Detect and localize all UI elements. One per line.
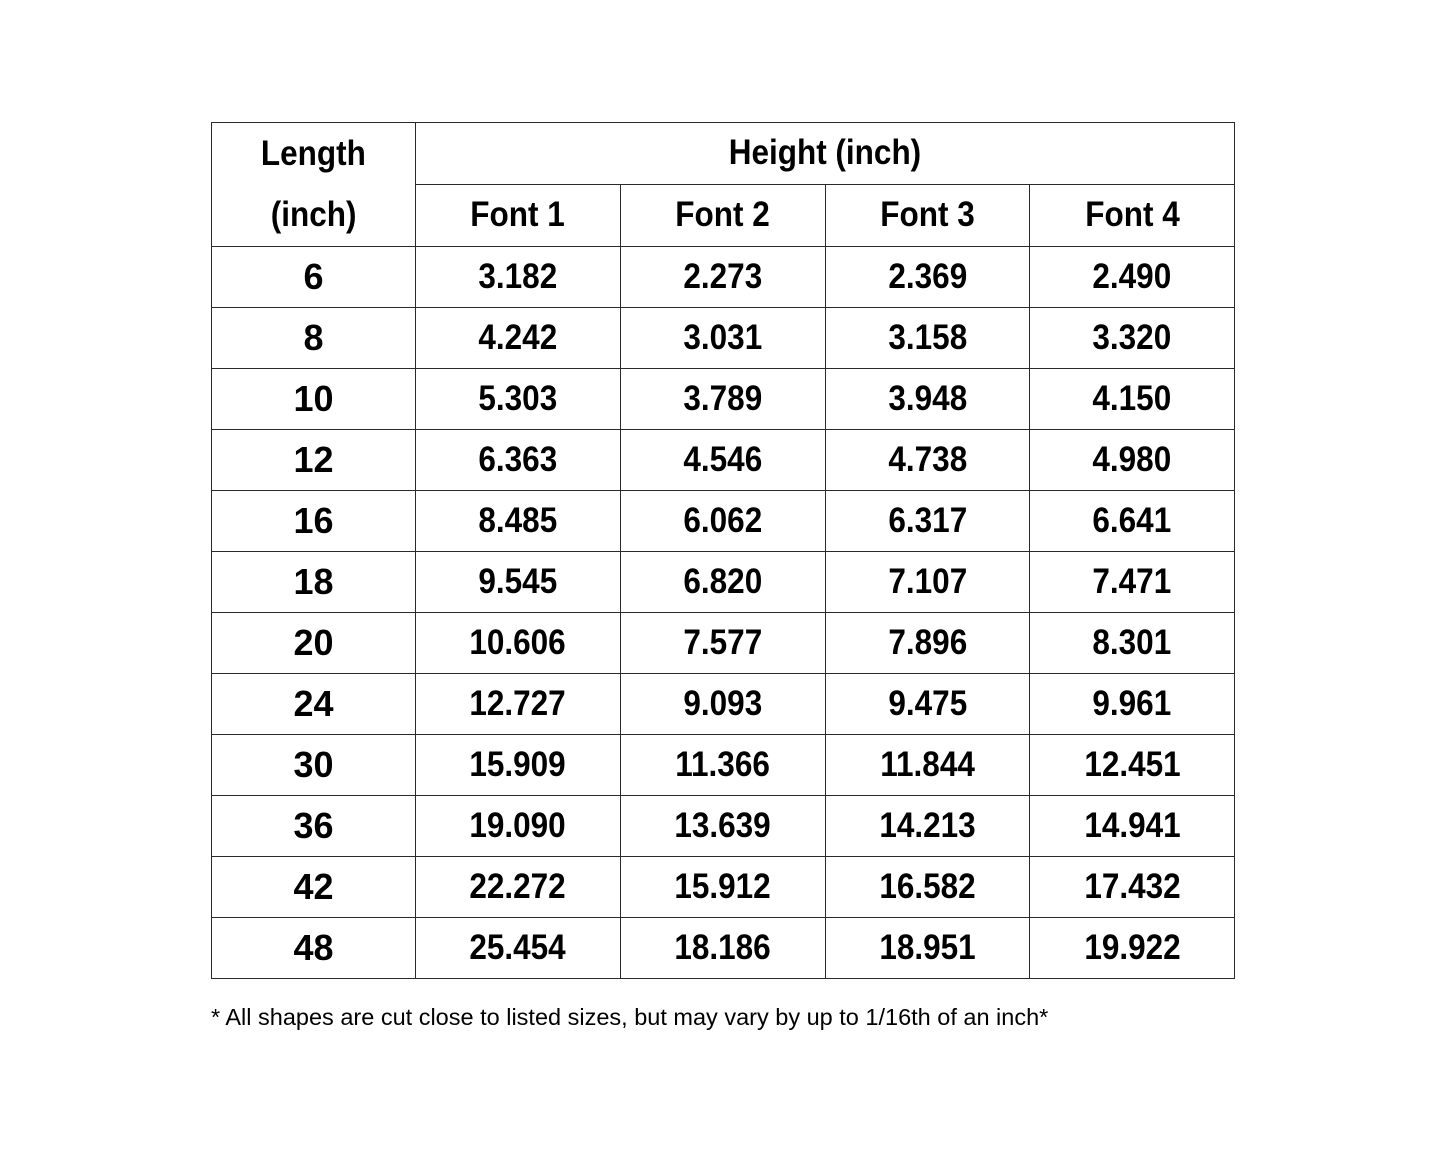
- height-cell-font-2: 6.062: [620, 490, 825, 551]
- length-cell: 10: [212, 368, 416, 429]
- height-cell-font-1: 6.363: [416, 429, 621, 490]
- height-cell-font-2: 18.186: [620, 917, 825, 978]
- table-body: [212, 246, 1235, 978]
- height-cell-font-2: 11.366: [620, 734, 825, 795]
- table-row: [212, 917, 1235, 978]
- table-row: [212, 368, 1235, 429]
- height-cell-font-4: 4.150: [1030, 368, 1235, 429]
- height-cell-font-4: 2.490: [1030, 246, 1235, 307]
- length-cell: 6: [212, 246, 416, 307]
- font-4-header: Font 4: [1030, 184, 1235, 246]
- table-row: [212, 551, 1235, 612]
- height-cell-font-1: 15.909: [416, 734, 621, 795]
- height-cell-font-1: 4.242: [416, 307, 621, 368]
- height-cell-font-2: 7.577: [620, 612, 825, 673]
- height-cell-font-4: 12.451: [1030, 734, 1235, 795]
- length-cell: 48: [212, 917, 416, 978]
- height-cell-font-1: 12.727: [416, 673, 621, 734]
- length-cell: 30: [212, 734, 416, 795]
- height-cell-font-2: 4.546: [620, 429, 825, 490]
- table-row: [212, 490, 1235, 551]
- height-cell-font-2: 3.031: [620, 307, 825, 368]
- font-3-header: Font 3: [825, 184, 1030, 246]
- height-cell-font-1: 5.303: [416, 368, 621, 429]
- height-cell-font-3: 18.951: [825, 917, 1030, 978]
- height-cell-font-3: 7.896: [825, 612, 1030, 673]
- font-2-header: Font 2: [620, 184, 825, 246]
- height-cell-font-1: 10.606: [416, 612, 621, 673]
- table-row: [212, 307, 1235, 368]
- length-cell: 24: [212, 673, 416, 734]
- height-cell-font-4: 4.980: [1030, 429, 1235, 490]
- height-cell-font-2: 9.093: [620, 673, 825, 734]
- header-row-top: [212, 123, 1235, 185]
- height-cell-font-1: 9.545: [416, 551, 621, 612]
- height-cell-font-3: 3.158: [825, 307, 1030, 368]
- length-cell: 12: [212, 429, 416, 490]
- height-cell-font-1: 3.182: [416, 246, 621, 307]
- length-cell: 20: [212, 612, 416, 673]
- height-cell-font-3: 3.948: [825, 368, 1030, 429]
- height-cell-font-2: 3.789: [620, 368, 825, 429]
- length-cell: 8: [212, 307, 416, 368]
- table-row: [212, 429, 1235, 490]
- height-cell-font-4: 9.961: [1030, 673, 1235, 734]
- footnote: * All shapes are cut close to listed sizes, but may vary by up to 1/16th of an inch*: [211, 1004, 1049, 1030]
- height-cell-font-3: 9.475: [825, 673, 1030, 734]
- length-cell: 36: [212, 795, 416, 856]
- height-cell-font-2: 6.820: [620, 551, 825, 612]
- length-column-header: [212, 123, 416, 247]
- height-cell-font-3: 14.213: [825, 795, 1030, 856]
- height-cell-font-2: 2.273: [620, 246, 825, 307]
- font-1-header: Font 1: [416, 184, 621, 246]
- height-cell-font-4: 14.941: [1030, 795, 1235, 856]
- height-cell-font-2: 15.912: [620, 856, 825, 917]
- length-header-line-1: Length: [261, 134, 366, 173]
- height-cell-font-3: 6.317: [825, 490, 1030, 551]
- height-cell-font-4: 8.301: [1030, 612, 1235, 673]
- height-cell-font-3: 2.369: [825, 246, 1030, 307]
- height-cell-font-3: 7.107: [825, 551, 1030, 612]
- length-cell: 16: [212, 490, 416, 551]
- height-cell-font-3: 11.844: [825, 734, 1030, 795]
- height-cell-font-3: 16.582: [825, 856, 1030, 917]
- height-cell-font-4: 7.471: [1030, 551, 1235, 612]
- height-cell-font-1: 19.090: [416, 795, 621, 856]
- size-chart-table: [211, 122, 1235, 979]
- length-cell: 42: [212, 856, 416, 917]
- height-cell-font-4: 19.922: [1030, 917, 1235, 978]
- height-cell-font-2: 13.639: [620, 795, 825, 856]
- table-row: [212, 673, 1235, 734]
- table-row: [212, 856, 1235, 917]
- height-cell-font-4: 6.641: [1030, 490, 1235, 551]
- table-row: [212, 246, 1235, 307]
- table-row: [212, 734, 1235, 795]
- height-cell-font-1: 22.272: [416, 856, 621, 917]
- length-cell: 18: [212, 551, 416, 612]
- height-group-header: Height (inch): [416, 123, 1235, 185]
- length-header-line-2: (inch): [270, 195, 357, 235]
- table-row: [212, 612, 1235, 673]
- height-cell-font-1: 8.485: [416, 490, 621, 551]
- height-cell-font-4: 17.432: [1030, 856, 1235, 917]
- table-row: [212, 795, 1235, 856]
- height-cell-font-3: 4.738: [825, 429, 1030, 490]
- height-cell-font-4: 3.320: [1030, 307, 1235, 368]
- height-cell-font-1: 25.454: [416, 917, 621, 978]
